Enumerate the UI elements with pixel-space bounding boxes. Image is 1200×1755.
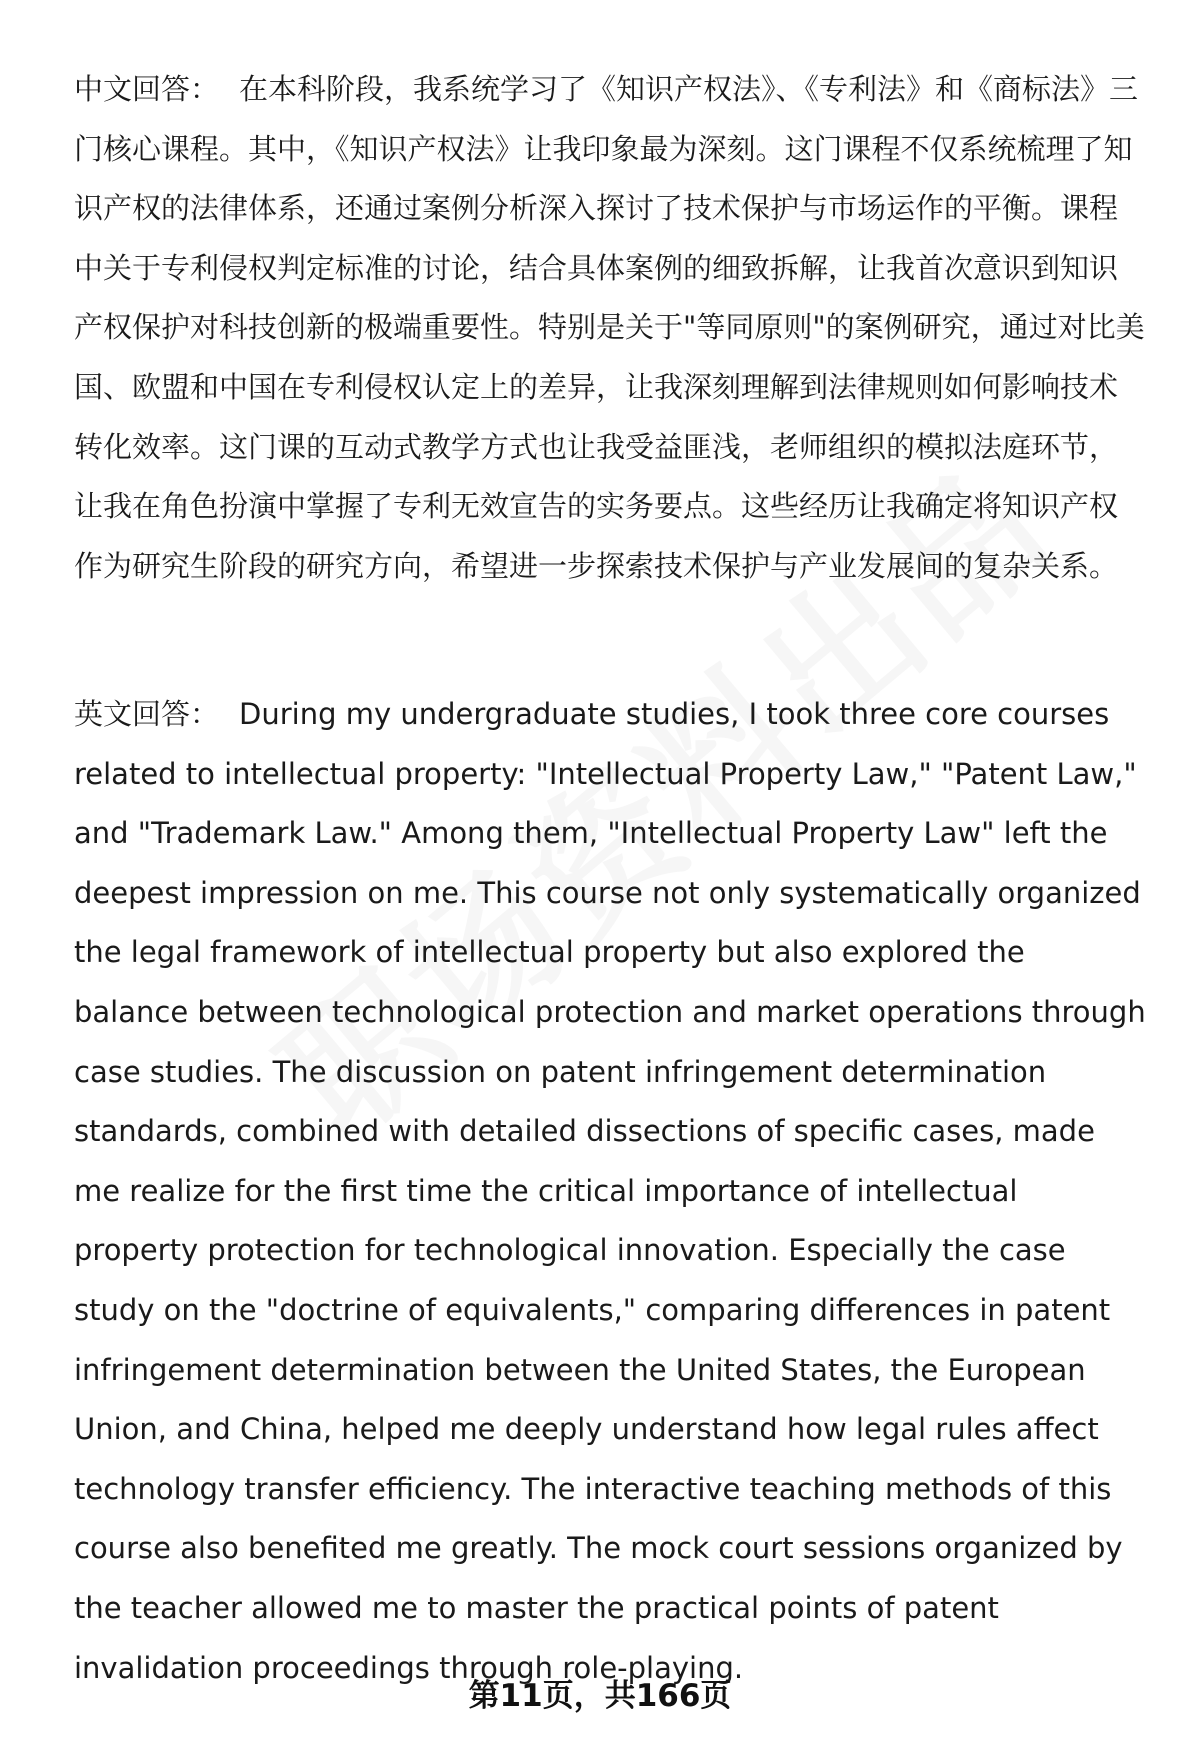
english-answer-paragraph xyxy=(74,685,1146,1698)
english-answer-text: During my undergraduate studies, I took three core courses related to intellectual property: "Intellectual Property Law," "Patent Law," and "Trademark Law." Among them, "Intellectual Property Law" left the deepest impression on me. This course not only systematically organized the legal framework of intellectual property but also explored the balance between technological protection and market operations through case studies. The discussion on patent infringement determination standards, combined with detailed dissections of specific cases, made me realize for the first time the critical importance of intellectual property protection for technological innovation. Especially the case study on the "doctrine of equivalents," comparing differences in patent infringement determination between the United States, the European Union, and China, helped me deeply understand how legal rules affect technology transfer efficiency. The interactive teaching methods of this course also benefited me greatly. The mock court sessions organized by the teacher allowed me to master the practical points of patent invalidation proceedings through role-playing. xyxy=(74,697,1146,1685)
english-answer-label: 英文回答： xyxy=(74,697,220,731)
chinese-answer-label: 中文回答： xyxy=(74,72,220,106)
page-number: 第11页，共166页 xyxy=(468,1678,732,1714)
chinese-answer-text: 在本科阶段，我系统学习了《知识产权法》、《专利法》和《商标法》三门核心课程。其中，《知识产权法》让我印象最为深刻。这门课程不仅系统梳理了知识产权的法律体系，还通过案例分析深入探讨了技术保护与市场运作的平衡。课程中关于专利侵权判定标准的讨论，结合具体案例的细致拆解，让我首次意识到知识产权保护对科技创新的极端重要性。特别是关于"等同原则"的案例研究，通过对比美国、欧盟和中国在专利侵权认定上的差异，让我深刻理解到法律规则如何影响技术转化效率。这门课的互动式教学方式也让我受益匪浅，老师组织的模拟法庭环节，让我在角色扮演中掌握了专利无效宣告的实务要点。这些经历让我确定将知识产权作为研究生阶段的研究方向，希望进一步探索技术保护与产业发展间的复杂关系。 xyxy=(74,72,1145,583)
chinese-answer-paragraph xyxy=(74,60,1146,596)
